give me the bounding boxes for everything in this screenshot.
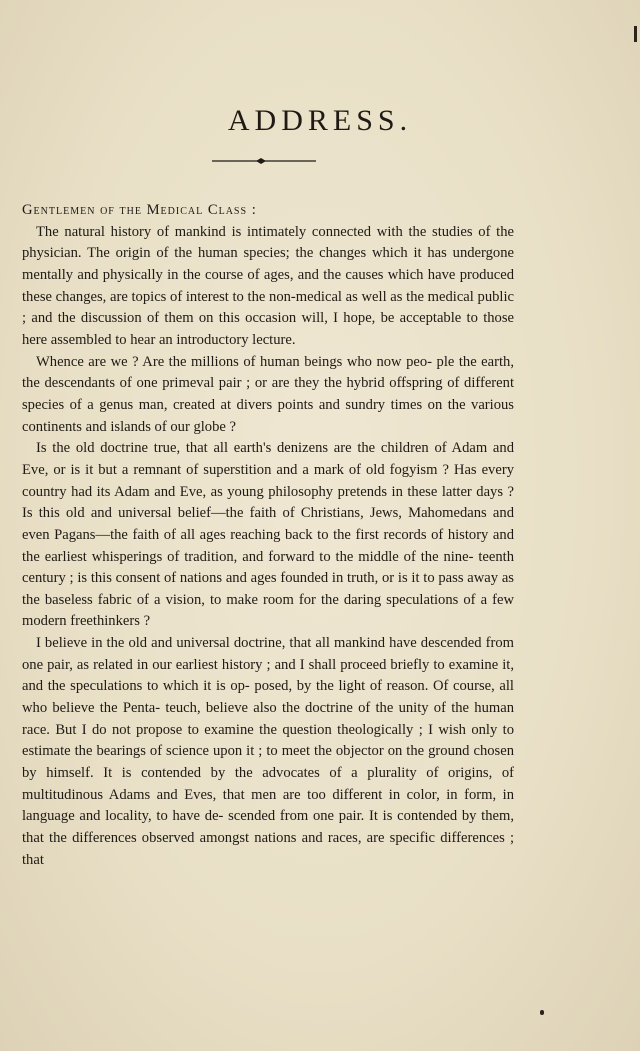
paragraph-4: I believe in the old and universal doctrine, that all mankind have descended from one pair, as related in our earliest history ; and I shall proceed briefly to examine it, and the speculations to which it is op- posed, by the light of reason. Of course, all who believe the Penta- teuch, believe also the doctrine of the unity of the human race. But I do not propose to examine the question theologically ; I wish only to estimate the bearings of science upon it ; to meet the objector on the ground chosen by himself. It is contended by the advocates of a plurality of origins, of multitudinous Adams and Eves, that men are too different in color, in form, in language and locality, to have de- scended from one pair. It is contended by them, that the differences observed amongst nations and races, are specific differences ; that bbox=[22, 635, 514, 868]
body-text bbox=[22, 200, 514, 871]
page-edge-mark bbox=[634, 26, 637, 42]
paragraph-3: Is the old doctrine true, that all earth's denizens are the children of Adam and Eve, or is it but a remnant of superstition and a mark of old fogyism ? Has every country had its Adam and Eve, as young philosophy pretends in these latter days ? Is this old and universal belief—the faith of Christians, Jews, Mahomedans and even Pagans—the faith of all ages reaching back to the first records of history and the earliest whisperings of tradition, and forward to the middle of the nine- teenth century ; is this consent of nations and ages founded in truth, or is it to pass away as the baseless fabric of a vision, to make room for the daring speculations of a few modern freethinkers ? bbox=[22, 440, 514, 630]
paragraph-1: The natural history of mankind is intimately connected with the studies of the physician. The origin of the human species; the changes which it has undergone mentally and physically in the course of ages, and the causes which have produced these changes, are topics of interest to the non-medical as well as the medical public ; and the discussion of them on this occasion will, I hope, be acceptable to those here assembled to hear an introductory lecture. bbox=[22, 223, 514, 348]
salutation: Gentlemen of the Medical Class : bbox=[22, 202, 257, 218]
paragraph-2: Whence are we ? Are the millions of human beings who now peo- ple the earth, the descendants of one primeval pair ; or are they the hybrid offspring of different species of a genus man, created at divers points and sundry times on the various continents and islands of our globe ? bbox=[22, 353, 514, 435]
ink-speck bbox=[540, 1010, 544, 1015]
divider-ornament bbox=[212, 156, 316, 166]
page-heading: ADDRESS. bbox=[227, 104, 413, 137]
